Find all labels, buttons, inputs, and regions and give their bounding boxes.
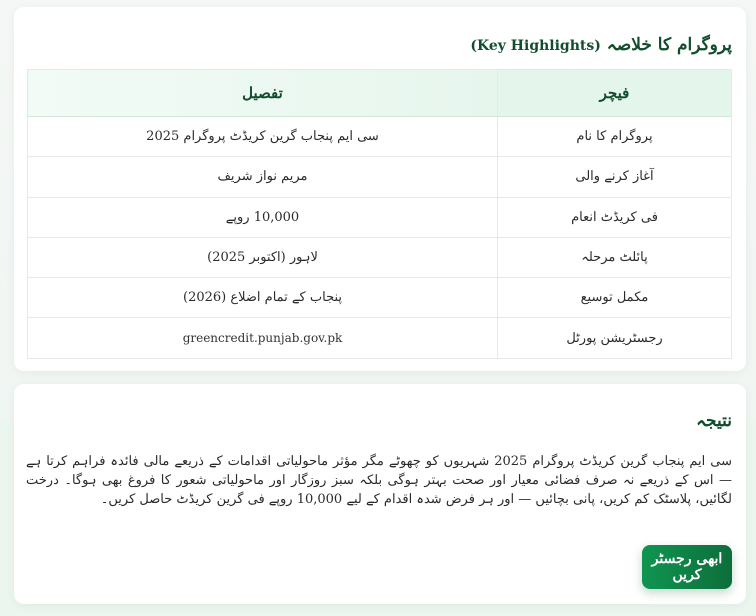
table-row xyxy=(28,117,732,157)
feature-cell: رجسٹریشن پورٹل xyxy=(498,318,732,358)
result-paragraph: سی ایم پنجاب گرین کریڈٹ پروگرام 2025 شہریوں کو چھوٹے مگر مؤثر ماحولیاتی اقدامات کے ذریعے مالی فائدہ فراہم کرتا ہے — اس کے ذریعے نہ صرف فضائی معیار اور صحت بہتر ہوگی بلکہ سبز روزگار اور ماحولیاتی شعور کا فروغ بھی ہوگا۔ درخت لگائیں، پلاسٹک کم کریں، پانی بچائیں — اور ہر فرض شدہ اقدام کے لیے 10,000 روپے فی گرین کریڈٹ حاصل کریں۔ xyxy=(26,454,733,507)
result-card xyxy=(14,384,746,604)
feature-cell: مکمل توسیع xyxy=(498,278,732,318)
table-header-row xyxy=(28,70,732,117)
table-row xyxy=(28,157,732,197)
header-detail: تفصیل xyxy=(28,70,498,117)
title-latin: (Key Highlights) xyxy=(470,38,601,54)
table-row xyxy=(28,197,732,237)
detail-cell: مریم نواز شریف xyxy=(28,157,498,197)
detail-cell: لاہور (اکتوبر 2025) xyxy=(28,237,498,277)
register-now-button[interactable]: ابھی رجسٹر کریں xyxy=(642,545,732,589)
table-row xyxy=(28,318,732,358)
feature-cell: فی کریڈٹ انعام xyxy=(498,197,732,237)
feature-cell: آغاز کرنے والی xyxy=(498,157,732,197)
key-highlights-card xyxy=(14,7,746,371)
highlights-table xyxy=(27,69,732,359)
detail-cell: 10,000 روپے xyxy=(28,197,498,237)
title-urdu: پروگرام کا خلاصہ xyxy=(606,35,732,55)
table-row xyxy=(28,278,732,318)
key-highlights-title xyxy=(470,34,732,57)
registration-portal-link[interactable]: greencredit.punjab.gov.pk xyxy=(28,318,498,358)
table-row xyxy=(28,237,732,277)
header-feature: فیچر xyxy=(498,70,732,117)
detail-cell: پنجاب کے تمام اضلاع (2026) xyxy=(28,278,498,318)
feature-cell: پروگرام کا نام xyxy=(498,117,732,157)
detail-cell: سی ایم پنجاب گرین کریڈٹ پروگرام 2025 xyxy=(28,117,498,157)
feature-cell: پائلٹ مرحلہ xyxy=(498,237,732,277)
result-title: نتیجہ xyxy=(696,411,732,431)
